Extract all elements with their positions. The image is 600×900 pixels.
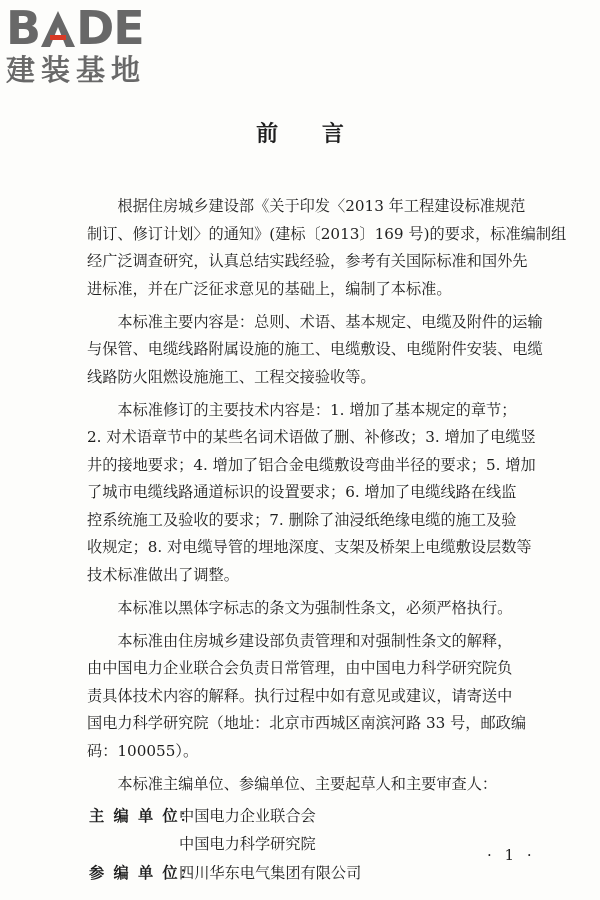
text-line: 本标准由住房城乡建设部负责管理和对强制性条文的解释， (117, 631, 513, 650)
text-line: 根据住房城乡建设部《关于印发〈2013 年工程建设标准规范 (117, 197, 526, 215)
chief-unit-name: 中国电力科学研究院 (179, 835, 316, 854)
text-line: 制订、修订计划〉的通知》(建标〔2013〕169 号)的要求，标准编制组 (87, 224, 567, 243)
paragraph-management (87, 628, 547, 766)
text-line: 本标准主编单位、参编单位、主要起草人和主要审查人： (117, 774, 498, 793)
participating-unit-label: 参 编 单 位： (89, 863, 197, 882)
text-line: 国电力科学研究院（地址：北京市西城区南滨河路 33 号，邮政编 (87, 714, 527, 732)
text-line: 井的接地要求；4. 增加了铝合金电缆敷设弯曲半径的要求；5. 增加 (87, 455, 536, 474)
chief-unit-name: 中国电力企业联合会 (179, 806, 316, 825)
page-title: 前 言 (256, 122, 362, 147)
logo-accent-bar (50, 35, 66, 40)
text-line: 控系统施工及验收的要求；7. 删除了油浸纸绝缘电缆的施工及验 (87, 510, 517, 529)
logo-wordmark (6, 1, 176, 55)
text-line: 本标准主要内容是：总则、术语、基本规定、电缆及附件的运输 (117, 312, 543, 331)
text-line: 码：100055）。 (87, 741, 199, 760)
brand-logo (6, 1, 176, 87)
participating-unit-name: 四川华东电气集团有限公司 (179, 863, 362, 882)
text-line: 由中国电力企业联合会负责日常管理，由中国电力科学研究院负 (87, 659, 513, 677)
paragraph-main-content (87, 309, 547, 392)
paragraph-revisions (87, 397, 547, 590)
text-line: 本标准以黑体字标志的条文为强制性条文，必须严格执行。 (117, 598, 513, 617)
paragraph-mandatory (87, 595, 547, 623)
text-line: 收规定；8. 对电缆导管的埋地深度、支架及桥架上电缆敷设层数等 (87, 538, 532, 556)
paragraph-background (87, 193, 567, 303)
text-line: 进标准，并在广泛征求意见的基础上，编制了本标准。 (87, 279, 452, 298)
text-line: 技术标准做出了调整。 (87, 565, 239, 584)
text-line: 与保管、电缆线路附属设施的施工、电缆敷设、电缆附件安装、电缆 (87, 340, 543, 358)
document-body (87, 193, 567, 887)
logo-letter-b: B (6, 1, 41, 55)
text-line: 了城市电缆线路通道标识的设置要求；6. 增加了电缆线路在线监 (87, 483, 517, 501)
text-line: 本标准修订的主要技术内容是：1. 增加了基本规定的章节； (117, 400, 517, 419)
logo-letters-de: DE (76, 1, 144, 55)
units-list (87, 802, 547, 888)
text-line: 2. 对术语章节中的某些名词术语做了删、补修改；3. 增加了电缆竖 (87, 428, 536, 446)
logo-subtitle: 建装基地 (6, 53, 147, 87)
chief-unit-row (87, 802, 547, 831)
page-number: · 1 · (487, 846, 536, 864)
chief-unit-row (87, 830, 547, 859)
logo-a-mark (41, 9, 75, 47)
participating-unit-row (87, 859, 547, 888)
paragraph-units-intro (87, 771, 547, 799)
text-line: 责具体技术内容的解释。执行过程中如有意见或建议，请寄送中 (87, 686, 513, 705)
chief-unit-label: 主 编 单 位： (89, 806, 197, 825)
text-line: 线路防火阻燃设施施工、工程交接验收等。 (87, 367, 376, 386)
text-line: 经广泛调查研究，认真总结实践经验，参考有关国际标准和国外先 (87, 252, 528, 270)
